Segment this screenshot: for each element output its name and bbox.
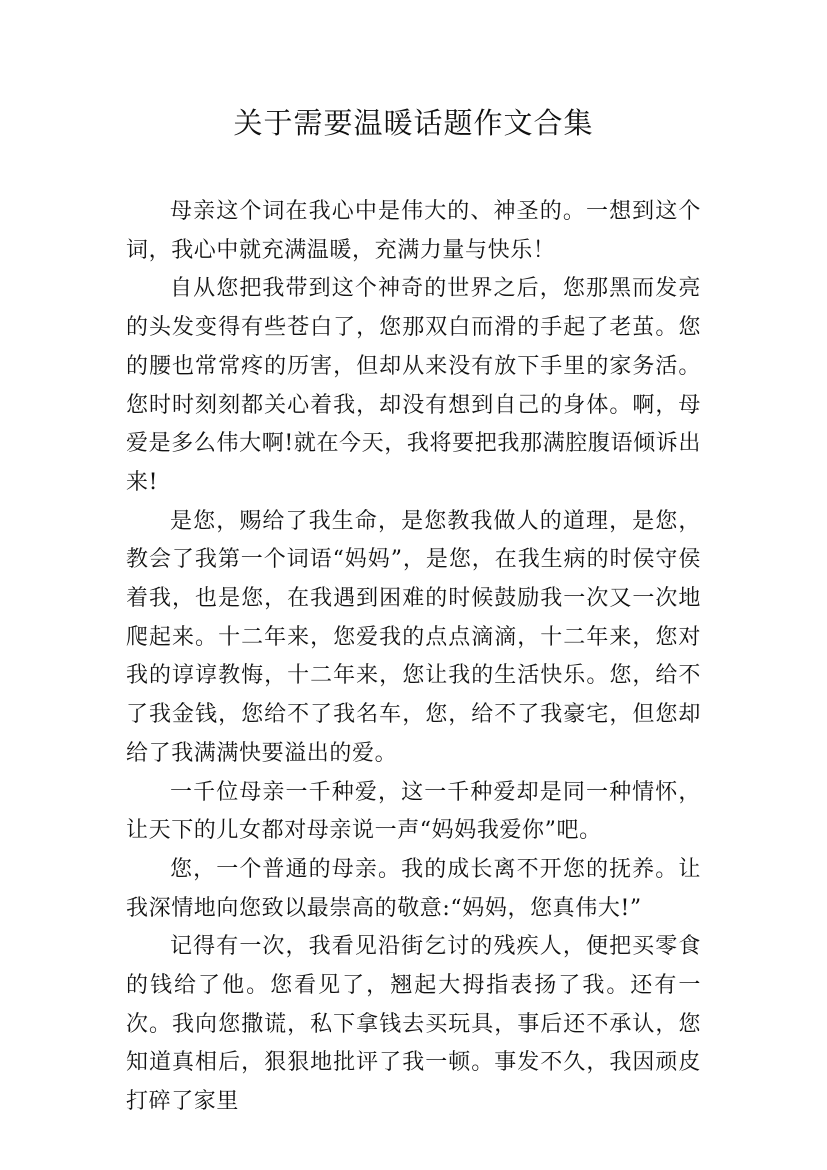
document-title: 关于需要温暖话题作文合集 xyxy=(233,106,594,140)
paragraph: 自从您把我带到这个神奇的世界之后，您那黑而发亮的头发变得有些苍白了，您那双白而滑的手起了老茧。您的腰也常常疼的历害，但却从来没有放下手里的家务活。您时时刻刻都关心着我，却没有想到自己的身体。啊，母爱是多么伟大啊!就在今天，我将要把我那满腔腹语倾诉出来! xyxy=(126,276,701,495)
paragraph: 记得有一次，我看见沿街乞讨的残疾人，便把买零食的钱给了他。您看见了，翘起大拇指表扬了我。还有一次。我向您撒谎，私下拿钱去买玩具，事后还不承认，您知道真相后，狠狠地批评了我一顿。事发不久，我因顽皮打碎了家里 xyxy=(126,934,701,1115)
paragraph: 一千位母亲一千种爱，这一千种爱却是同一种情怀，让天下的儿女都对母亲说一声“妈妈我爱你”吧。 xyxy=(126,779,701,844)
document-body xyxy=(126,193,701,1122)
paragraph: 是您，赐给了我生命，是您教我做人的道理，是您，教会了我第一个词语“妈妈”，是您，在我生病的时侯守侯着我，也是您，在我遇到困难的时候鼓励我一次又一次地爬起来。十二年来，您爱我的点点滴滴，十二年来，您对我的谆谆教悔，十二年来，您让我的生活快乐。您，给不了我金钱，您给不了我名车，您，给不了我豪宅，但您却给了我满满快要溢出的爱。 xyxy=(126,508,701,766)
paragraph: 您，一个普通的母亲。我的成长离不开您的抚养。让我深情地向您致以最崇高的敬意:“妈妈，您真伟大!” xyxy=(126,856,701,921)
paragraph: 母亲这个词在我心中是伟大的、神圣的。一想到这个词，我心中就充满温暖，充满力量与快乐！ xyxy=(126,199,701,263)
